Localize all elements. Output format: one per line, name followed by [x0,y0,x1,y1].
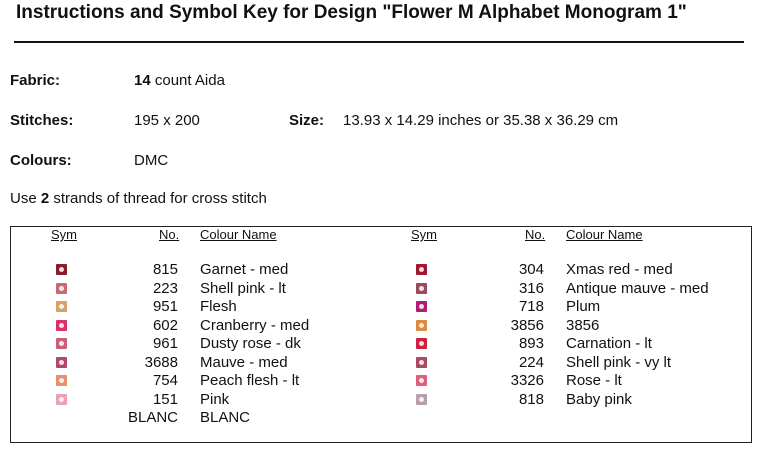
header-sym-left: Sym [51,227,77,242]
title-divider [14,41,744,43]
symbol-swatch-icon [416,338,427,349]
dmc-number: 818 [518,390,544,408]
size-label: Size: [289,112,325,129]
fabric-value [134,72,225,89]
dmc-number: 224 [518,353,544,371]
dmc-number: 754 [152,372,178,389]
stitches-value: 195 x 200 [134,112,200,129]
colours-value: DMC [134,152,169,169]
colour-name: Shell pink - vy lt [566,353,672,371]
fabric-count: 14 [134,72,151,89]
symbol-swatch-icon [416,320,427,331]
colour-name: Cranberry - med [200,316,310,334]
size-value: 13.93 x 14.29 inches or 35.38 x 36.29 cm [343,112,619,129]
colour-name: Shell pink - lt [200,279,286,297]
table-row [11,391,751,409]
table-row [11,298,751,316]
fabric-unit: count Aida [154,72,225,89]
colour-name: Flesh [200,298,237,315]
table-row [11,372,751,390]
page-title: Instructions and Symbol Key for Design "Flower M Alphabet Monogram 1" [16,2,687,23]
colour-name: Baby pink [566,390,632,408]
colour-name: 3856 [566,316,600,334]
dmc-number: 304 [518,261,544,278]
strands-instruction [10,190,267,207]
dmc-number: 602 [152,316,178,334]
colour-name: Garnet - med [200,261,289,278]
colour-name: Pink [200,390,230,408]
symbol-swatch-icon [416,394,427,405]
dmc-number: 961 [152,335,178,352]
strands-prefix: Use [10,190,37,207]
table-row [11,354,751,372]
colour-name: Plum [566,298,601,315]
header-no-right: No. [525,227,546,242]
dmc-number: 223 [152,279,178,297]
colour-name: Peach flesh - lt [200,372,300,389]
symbol-swatch-icon [416,357,427,368]
symbol-key-table [10,226,752,443]
colour-name: Mauve - med [200,353,288,371]
header-sym-right: Sym [411,227,437,242]
dmc-number: 3326 [510,372,544,389]
dmc-number: 3856 [510,316,544,334]
dmc-number: 951 [152,298,178,315]
colours-label: Colours: [10,152,72,169]
table-row [11,280,751,298]
table-row [11,335,751,353]
strands-count: 2 [40,190,50,207]
dmc-number: 893 [518,335,544,352]
header-no-left: No. [159,227,180,242]
header-name-right: Colour Name [566,227,643,242]
strands-suffix: strands of thread for cross stitch [53,190,267,207]
table-row [11,409,751,427]
dmc-number: 815 [152,261,178,278]
colour-name: Carnation - lt [566,335,652,352]
colour-name: Xmas red - med [566,261,673,278]
symbol-swatch-icon [416,264,427,275]
symbol-swatch-icon [416,301,427,312]
colour-name: Dusty rose - dk [200,335,301,352]
dmc-number: 316 [518,279,544,297]
stitches-label: Stitches: [10,112,74,129]
header-name-left: Colour Name [200,227,277,242]
colour-name: BLANC [200,409,251,426]
dmc-number: 151 [152,390,178,408]
symbol-swatch-icon [416,283,427,294]
colour-name: Antique mauve - med [566,279,709,297]
dmc-number: 718 [518,298,544,315]
symbol-swatch-icon [416,375,427,386]
table-row [11,261,751,279]
fabric-label: Fabric: [10,72,61,89]
dmc-number: BLANC [127,409,178,426]
dmc-number: 3688 [144,353,178,371]
table-row [11,317,751,335]
colour-name: Rose - lt [566,372,622,389]
